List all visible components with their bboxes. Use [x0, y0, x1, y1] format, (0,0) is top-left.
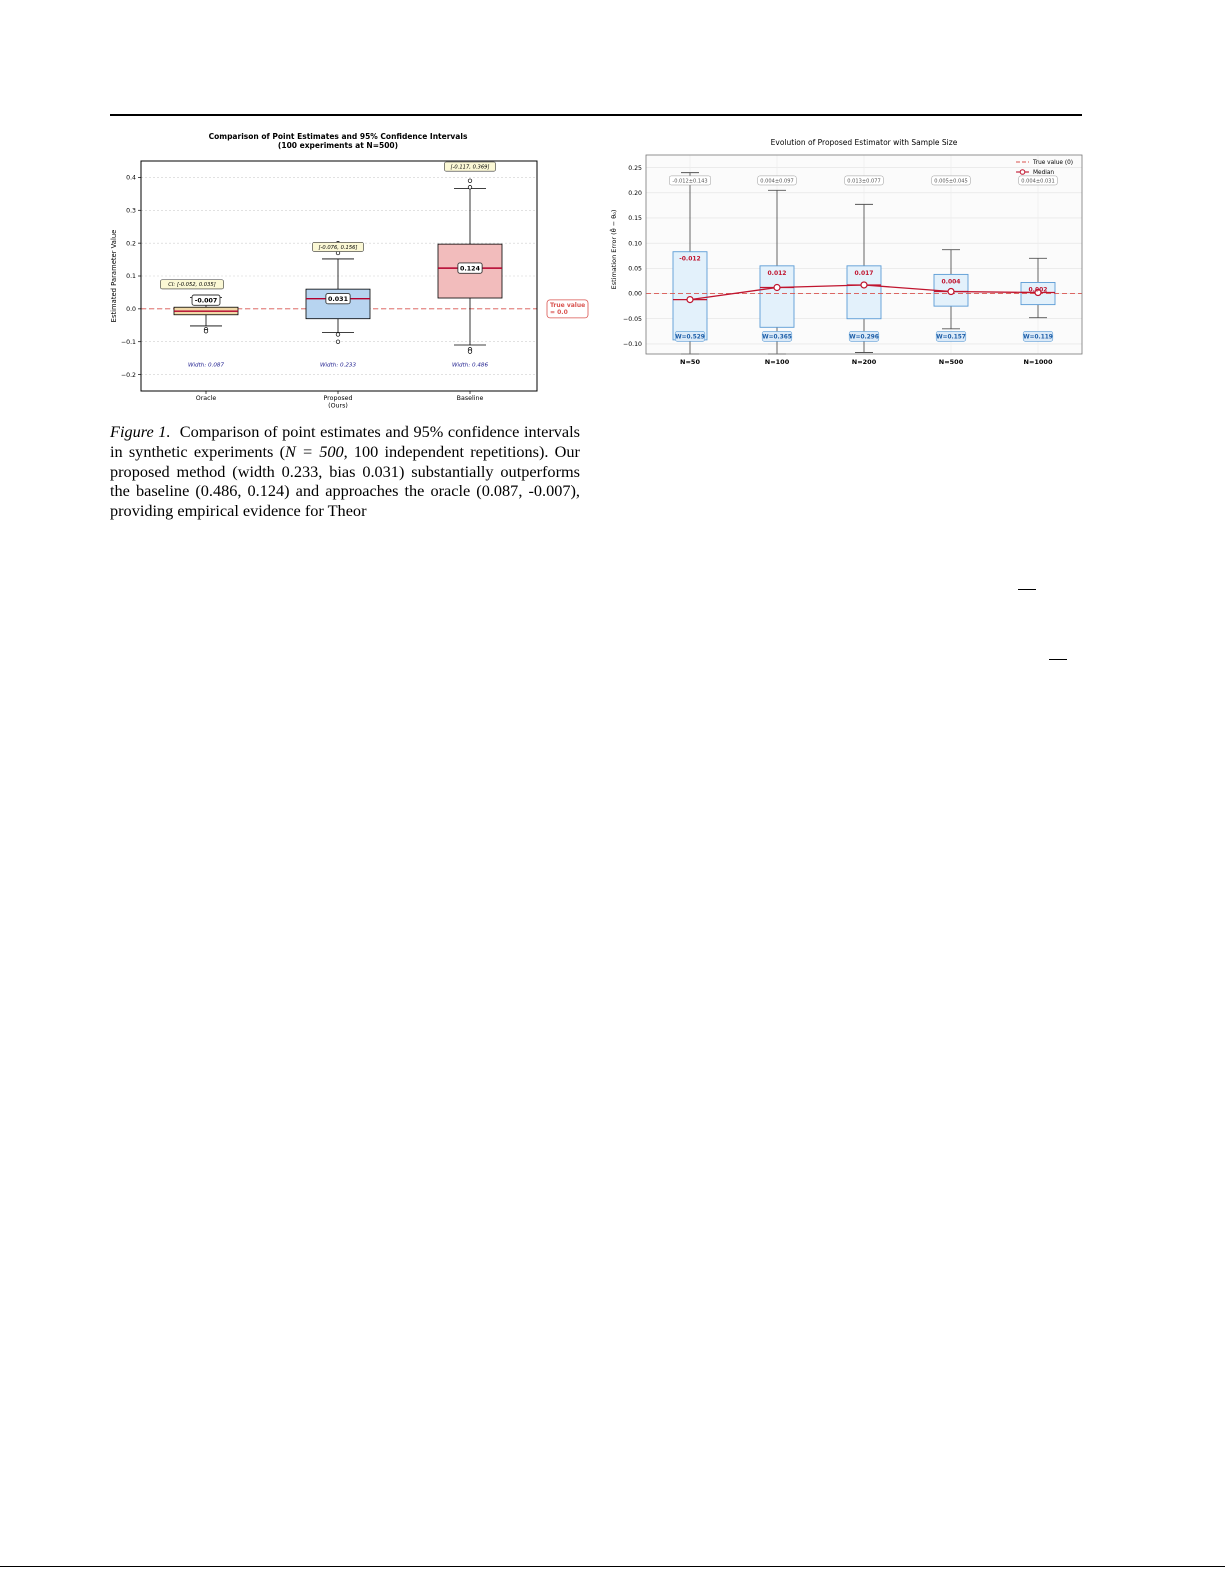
fig1-median-label: 0.031	[328, 295, 348, 303]
fig2-stats-label: -0.012±0.143	[672, 178, 708, 185]
fig1-ylabel: Estimated Parameter Value	[110, 229, 118, 323]
fig2-ytick-label: −0.05	[623, 315, 642, 323]
fig1-ytick-label: −0.1	[120, 338, 136, 346]
fig2-xtick-label: N=200	[851, 358, 877, 366]
fig1-xtick-label: (Ours)	[328, 402, 348, 410]
fig1-outlier-point	[336, 340, 340, 344]
fig2-median-label: -0.012	[679, 255, 701, 263]
caption-label: Figure 1.	[110, 422, 171, 441]
fig1-xtick-label: Proposed	[323, 395, 353, 402]
fig2-width-label: W=0.296	[849, 334, 879, 341]
fig2-legend-median-marker	[1020, 170, 1025, 175]
fig2-ytick-label: 0.05	[628, 265, 642, 273]
stray-rule-1	[1018, 589, 1036, 590]
fig1-xtick-label: Baseline	[456, 395, 484, 402]
fig1-ytick-label: 0.3	[126, 207, 136, 215]
fig2-median-marker	[774, 284, 780, 290]
fig1-outlier-point	[336, 333, 340, 337]
fig1-title-line1: Comparison of Point Estimates and 95% Confidence Intervals	[208, 132, 468, 141]
fig1-ci-label: [-0.117, 0.369]	[450, 164, 490, 171]
fig2-median-marker	[687, 297, 693, 303]
stray-rule-2	[1049, 659, 1067, 660]
fig2-legend-true-label: True value (0)	[1033, 160, 1074, 166]
fig1-width-label: Width: 0.233	[319, 362, 357, 369]
fig1-ytick-label: 0.0	[126, 306, 136, 314]
fig1-xtick-label: Oracle	[195, 395, 217, 402]
fig2-xtick-label: N=50	[680, 358, 700, 366]
fig2-stats-label: 0.004±0.031	[1021, 178, 1055, 185]
fig2-width-label: W=0.365	[762, 334, 792, 341]
fig2-ytick-label: 0.15	[628, 215, 642, 223]
fig2-xtick-label: N=100	[764, 358, 790, 366]
fig1-ytick-label: 0.2	[126, 240, 136, 248]
figure-1-chart	[108, 128, 598, 418]
fig2-stats-label: 0.004±0.097	[760, 178, 794, 185]
fig1-median-label: 0.124	[460, 265, 480, 273]
fig1-outlier-point	[468, 179, 472, 183]
fig2-xtick-label: N=1000	[1023, 358, 1053, 366]
fig2-title: Evolution of Proposed Estimator with Sample Size	[770, 138, 958, 147]
fig2-width-label: W=0.119	[1023, 334, 1053, 341]
fig1-width-label: Width: 0.087	[187, 362, 225, 369]
caption-math: N = 500	[285, 441, 344, 461]
fig1-width-label: Width: 0.486	[451, 362, 489, 369]
fig2-width-label: W=0.529	[675, 334, 705, 341]
fig2-xtick-label: N=500	[938, 358, 964, 366]
fig1-outlier-point	[204, 329, 208, 333]
fig2-box-0	[673, 252, 707, 340]
fig1-ytick-label: 0.1	[126, 273, 136, 281]
fig2-ytick-label: −0.10	[623, 341, 642, 349]
caption-text-a: Comparison of point estimates and 95% confidence intervals in synthetic experiments (	[110, 422, 581, 461]
fig2-width-label: W=0.157	[936, 334, 966, 341]
fig2-ylabel: Estimation Error (θ̂ − θ₀)	[610, 209, 618, 290]
fig1-outlier-point	[468, 185, 472, 189]
fig2-median-label: 0.002	[1028, 286, 1048, 294]
fig1-true-value-label: = 0.0	[550, 308, 568, 316]
fig1-median-label: -0.007	[194, 297, 218, 305]
fig1-ci-label: [-0.076, 0.156]	[318, 244, 358, 251]
fig2-median-label: 0.012	[767, 269, 787, 277]
fig2-stats-label: 0.013±0.077	[847, 178, 881, 185]
figure-caption	[110, 422, 580, 521]
fig1-true-value-label: True value	[550, 301, 586, 309]
fig2-median-label: 0.017	[854, 269, 874, 277]
fig2-median-marker	[948, 289, 954, 295]
fig2-ytick-label: 0.25	[628, 164, 642, 172]
fig1-ytick-label: −0.2	[120, 371, 136, 379]
fig2-stats-label: 0.005±0.045	[934, 178, 968, 185]
fig2-median-label: 0.004	[941, 278, 961, 286]
fig2-ytick-label: 0.10	[628, 240, 642, 248]
fig2-ytick-label: 0.20	[628, 189, 642, 197]
fig2-ytick-label: 0.00	[628, 290, 642, 298]
bottom-rule	[0, 1566, 1225, 1567]
fig1-title-line2: (100 experiments at N=500)	[277, 141, 399, 150]
fig1-ci-label: CI: [-0.052, 0.035]	[168, 282, 216, 289]
caption-text-b: , 100 independent repetitions). Our proposed method (width 0.233, bias 0.031) substantially outperforms the baseline (0.486, 0.124) and approaches the oracle (0.087, -0.007), providing empirical evidence for Theor	[110, 441, 580, 521]
fig2-legend-median-label: Median	[1033, 170, 1055, 176]
top-rule	[110, 114, 1082, 116]
fig1-ytick-label: 0.4	[126, 174, 136, 182]
fig1-outlier-point	[468, 350, 472, 354]
figure-2-chart	[608, 128, 1093, 378]
fig2-median-marker	[861, 282, 867, 288]
